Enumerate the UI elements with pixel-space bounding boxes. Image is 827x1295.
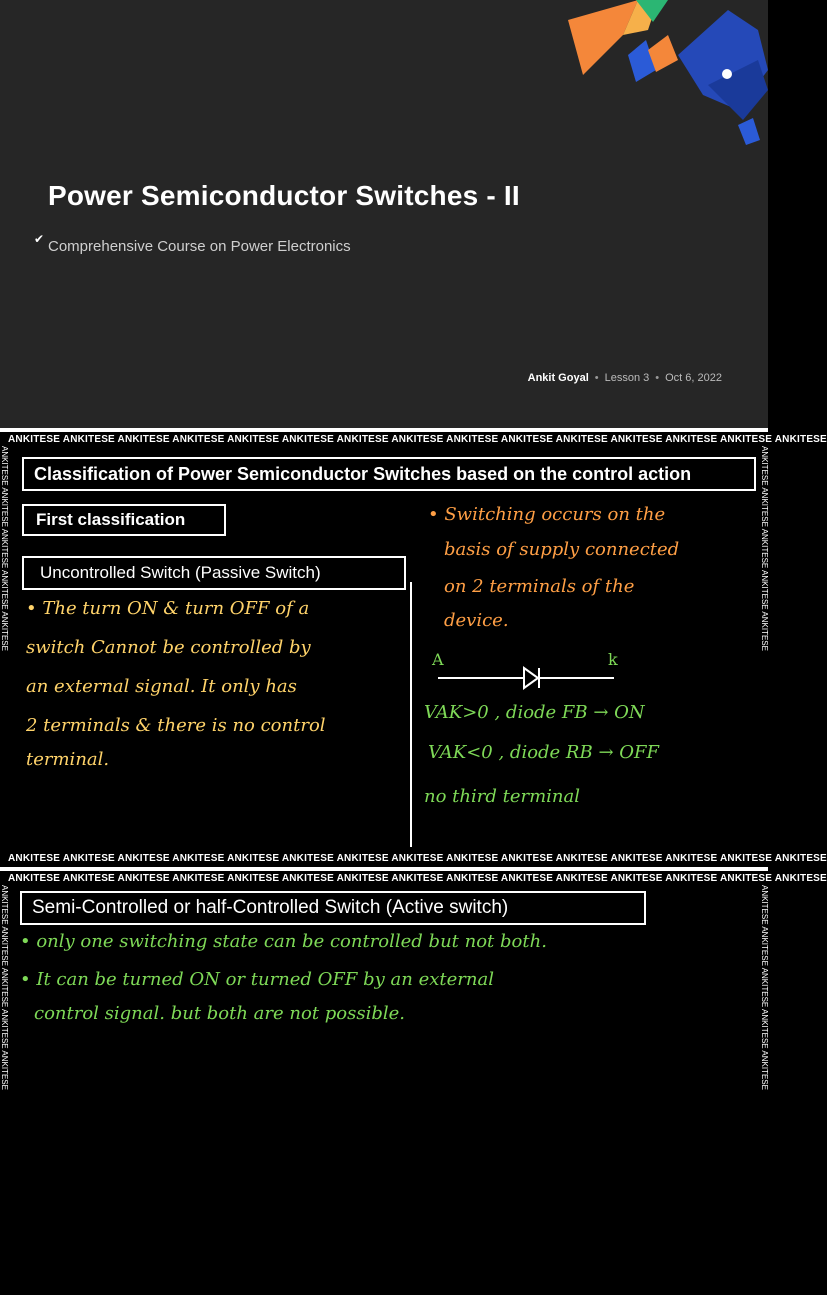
note-line: terminal. (26, 749, 110, 770)
lesson-meta: Ankit Goyal • Lesson 3 • Oct 6, 2022 (527, 372, 722, 384)
author-name: Ankit Goyal (527, 372, 589, 384)
notes-slide-1 (0, 432, 827, 867)
watermark-right: ANKITESE ANKITESE ANKITESE ANKITESE ANKITESE (760, 446, 769, 651)
note-line: • It can be turned ON or turned OFF by an external (20, 969, 494, 990)
note-line: • only one switching state can be controlled but not both. (20, 931, 547, 952)
watermark-right: ANKITESE ANKITESE ANKITESE ANKITESE ANKITESE (760, 885, 769, 1090)
page-title: Power Semiconductor Switches - II (48, 180, 520, 211)
slide-heading: Classification of Power Semiconductor Switches based on the control action (22, 457, 756, 491)
decorative-pen-graphic (528, 0, 768, 160)
condition-reverse: VAK<0 , diode RB → OFF (428, 742, 659, 763)
anode-label: A (432, 650, 444, 669)
note-line: basis of supply connected (444, 539, 680, 560)
note-line: switch Cannot be controlled by (26, 637, 311, 658)
watermark-left: ANKITESE ANKITESE ANKITESE ANKITESE ANKITESE (0, 446, 9, 651)
note-line: • Switching occurs on the (428, 504, 666, 525)
watermark-top: ANKITESE ANKITESE ANKITESE ANKITESE ANKITESE ANKITESE ANKITESE ANKITESE ANKITESE ANKITESE ANKITESE ANKITESE ANKITESE ANKITESE ANKITESE (8, 434, 827, 445)
diode-symbol (438, 664, 618, 694)
watermark-left: ANKITESE ANKITESE ANKITESE ANKITESE ANKITESE (0, 885, 9, 1090)
note-line: device. (444, 610, 509, 631)
cathode-label: k (608, 650, 618, 669)
notes-slide-2 (0, 871, 827, 1090)
watermark-bottom: ANKITESE ANKITESE ANKITESE ANKITESE ANKITESE ANKITESE ANKITESE ANKITESE ANKITESE ANKITESE ANKITESE ANKITESE ANKITESE ANKITESE ANKITESE (8, 853, 827, 864)
note-line: on 2 terminals of the (444, 576, 635, 597)
watermark-top: ANKITESE ANKITESE ANKITESE ANKITESE ANKITESE ANKITESE ANKITESE ANKITESE ANKITESE ANKITESE ANKITESE ANKITESE ANKITESE ANKITESE ANKITESE (8, 873, 827, 884)
course-subtitle: Comprehensive Course on Power Electronics (48, 238, 351, 255)
first-classification-label: First classification (22, 504, 226, 536)
title-slide (0, 0, 768, 428)
slide-heading: Semi-Controlled or half-Controlled Switch (Active switch) (20, 891, 646, 925)
note-line: • The turn ON & turn OFF of a (26, 598, 310, 619)
condition-forward: VAK>0 , diode FB → ON (424, 702, 645, 723)
uncontrolled-switch-title: Uncontrolled Switch (Passive Switch) (22, 556, 406, 590)
note-line: an external signal. It only has (26, 676, 297, 697)
lesson-date: Oct 6, 2022 (665, 372, 722, 384)
column-divider (410, 582, 412, 847)
note-line: 2 terminals & there is no control (26, 715, 326, 736)
check-icon: ✔ (34, 232, 45, 246)
no-third-terminal: no third terminal (424, 786, 580, 807)
note-line: control signal. but both are not possible. (34, 1003, 406, 1024)
lesson-number: Lesson 3 (604, 372, 650, 384)
